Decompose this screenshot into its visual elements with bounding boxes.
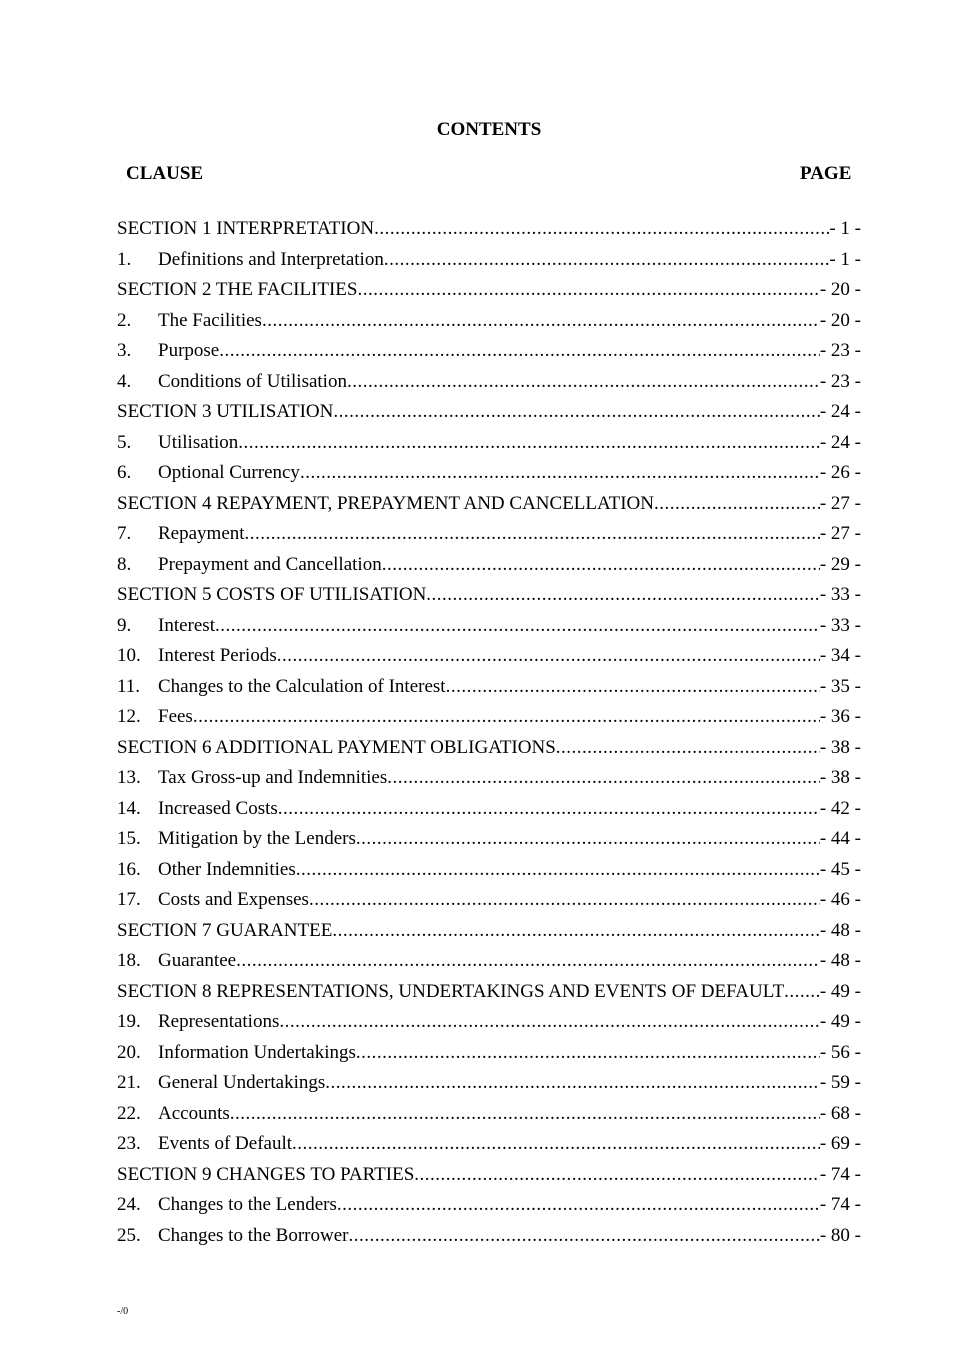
entry-page: - 49 - xyxy=(819,1011,861,1032)
dot-leader xyxy=(230,1099,820,1130)
page-column-header: PAGE xyxy=(800,163,852,184)
entry-label: Fees xyxy=(158,706,193,727)
entry-number: 21. xyxy=(117,1072,141,1093)
entry-page: - 38 - xyxy=(819,767,861,788)
entry-label: SECTION 7 GUARANTEE xyxy=(117,919,333,941)
dot-leader xyxy=(348,1221,819,1252)
toc-entry xyxy=(117,1007,861,1038)
entry-label: Repayment xyxy=(158,523,245,544)
toc-entry xyxy=(117,550,861,581)
entry-label: Accounts xyxy=(158,1102,230,1124)
entry-label: SECTION 3 UTILISATION xyxy=(117,401,334,422)
toc-entry xyxy=(117,794,861,825)
dot-leader xyxy=(309,885,820,916)
entry-number: 20. xyxy=(117,1041,141,1063)
toc-entry xyxy=(117,489,861,520)
dot-leader xyxy=(262,306,820,337)
entry-page: - 34 - xyxy=(819,645,861,666)
toc-entry xyxy=(117,855,861,886)
entry-label: Guarantee xyxy=(158,950,237,971)
entry-page: - 49 - xyxy=(819,980,861,1002)
dot-leader xyxy=(292,1129,820,1160)
entry-page: - 48 - xyxy=(819,919,861,941)
dot-leader xyxy=(277,641,820,672)
dot-leader xyxy=(193,702,820,733)
dot-leader xyxy=(332,916,820,947)
entry-page: - 46 - xyxy=(819,889,861,910)
toc-entry xyxy=(117,733,861,764)
entry-page: - 33 - xyxy=(819,584,861,605)
entry-page: - 27 - xyxy=(819,523,861,544)
entry-page: - 44 - xyxy=(819,828,861,849)
entry-label: Tax Gross-up and Indemnities xyxy=(158,767,388,788)
entry-label: SECTION 5 COSTS OF UTILISATION xyxy=(117,584,427,605)
entry-label: Conditions of Utilisation xyxy=(158,370,347,392)
entry-label: Optional Currency xyxy=(158,462,300,483)
entry-label: Costs and Expenses xyxy=(158,889,309,910)
clause-column-header: CLAUSE xyxy=(126,163,204,184)
entry-label: SECTION 2 THE FACILITIES xyxy=(117,279,358,300)
dot-leader xyxy=(384,245,830,276)
dot-leader xyxy=(296,855,820,886)
dot-leader xyxy=(426,580,820,611)
entry-number: 6. xyxy=(117,462,132,483)
dot-leader xyxy=(279,1007,819,1038)
toc-entry xyxy=(117,885,861,916)
entry-label: Increased Costs xyxy=(158,797,278,819)
dot-leader xyxy=(357,275,819,306)
entry-label: SECTION 1 INTERPRETATION xyxy=(117,218,375,239)
entry-label: The Facilities xyxy=(158,309,262,331)
entry-label: Events of Default xyxy=(158,1133,293,1154)
entry-page: - 35 - xyxy=(819,675,861,697)
entry-number: 12. xyxy=(117,706,141,727)
entry-label: Definitions and Interpretation xyxy=(158,248,384,270)
entry-page: - 26 - xyxy=(819,462,861,483)
entry-number: 25. xyxy=(117,1224,141,1246)
entry-label: Changes to the Calculation of Interest xyxy=(158,675,446,697)
dot-leader xyxy=(374,214,829,245)
entry-label: Other Indemnities xyxy=(158,858,296,880)
dot-leader xyxy=(784,977,820,1008)
entry-label: SECTION 6 ADDITIONAL PAYMENT OBLIGATIONS xyxy=(117,736,556,758)
dot-leader xyxy=(446,672,820,703)
entry-label: Prepayment and Cancellation xyxy=(158,553,382,575)
entry-page: - 24 - xyxy=(819,401,861,422)
toc-entry xyxy=(117,306,861,337)
toc-entry xyxy=(117,336,861,367)
entry-page: - 20 - xyxy=(819,309,861,331)
entry-number: 3. xyxy=(117,340,132,361)
dot-leader xyxy=(556,733,820,764)
entry-number: 4. xyxy=(117,370,132,392)
entry-number: 19. xyxy=(117,1011,141,1032)
dot-leader xyxy=(414,1160,820,1191)
toc-entry xyxy=(117,1099,861,1130)
dot-leader xyxy=(347,367,820,398)
toc-entry xyxy=(117,977,861,1008)
entry-page: - 68 - xyxy=(819,1102,861,1124)
entry-page: - 20 - xyxy=(819,279,861,300)
toc-entry xyxy=(117,245,861,276)
entry-number: 7. xyxy=(117,523,132,544)
entry-label: Purpose xyxy=(158,340,220,361)
entry-page: - 38 - xyxy=(819,736,861,758)
entry-number: 24. xyxy=(117,1194,141,1215)
toc-entry xyxy=(117,672,861,703)
page-title: CONTENTS xyxy=(436,119,542,140)
toc-entry xyxy=(117,702,861,733)
toc-entry xyxy=(117,611,861,642)
entry-number: 11. xyxy=(117,675,141,697)
entry-page: - 74 - xyxy=(819,1163,861,1185)
table-of-contents xyxy=(117,214,861,1251)
entry-label: SECTION 8 REPRESENTATIONS, UNDERTAKINGS AND EVENTS OF DEFAULT xyxy=(117,980,785,1002)
entry-number: 22. xyxy=(117,1102,141,1124)
toc-entry xyxy=(117,367,861,398)
entry-number: 1. xyxy=(117,248,132,270)
toc-entry xyxy=(117,916,861,947)
entry-label: Interest Periods xyxy=(158,645,277,666)
toc-entry xyxy=(117,580,861,611)
entry-number: 10. xyxy=(117,645,141,666)
entry-page: - 1 - xyxy=(829,218,861,239)
entry-page: - 29 - xyxy=(819,553,861,575)
entry-page: - 42 - xyxy=(819,797,861,819)
dot-leader xyxy=(236,946,820,977)
entry-label: Utilisation xyxy=(158,431,239,453)
toc-entry xyxy=(117,1160,861,1191)
entry-page: - 56 - xyxy=(819,1041,861,1063)
toc-entry xyxy=(117,428,861,459)
entry-page: - 23 - xyxy=(819,370,861,392)
entry-label: Interest xyxy=(158,614,215,636)
entry-page: - 36 - xyxy=(819,706,861,727)
entry-number: 9. xyxy=(117,614,132,636)
entry-label: Changes to the Borrower xyxy=(158,1224,349,1246)
entry-label: Changes to the Lenders xyxy=(158,1194,337,1215)
entry-number: 14. xyxy=(117,797,141,819)
dot-leader xyxy=(337,1190,820,1221)
entry-number: 18. xyxy=(117,950,141,971)
entry-number: 23. xyxy=(117,1133,141,1154)
dot-leader xyxy=(356,824,820,855)
dot-leader xyxy=(654,489,820,520)
entry-page: - 24 - xyxy=(819,431,861,453)
toc-entry xyxy=(117,1068,861,1099)
entry-page: - 59 - xyxy=(819,1072,861,1093)
dot-leader xyxy=(325,1068,820,1099)
entry-number: 16. xyxy=(117,858,141,880)
toc-entry xyxy=(117,1221,861,1252)
toc-entry xyxy=(117,275,861,306)
entry-number: 5. xyxy=(117,431,132,453)
dot-leader xyxy=(300,458,820,489)
toc-entry xyxy=(117,458,861,489)
entry-page: - 1 - xyxy=(829,248,861,270)
dot-leader xyxy=(245,519,820,550)
entry-label: Information Undertakings xyxy=(158,1041,356,1063)
entry-page: - 80 - xyxy=(819,1224,861,1246)
page-footer: -/0 xyxy=(117,1306,129,1317)
toc-entry xyxy=(117,397,861,428)
dot-leader xyxy=(215,611,820,642)
dot-leader xyxy=(387,763,820,794)
toc-entry xyxy=(117,763,861,794)
entry-page: - 27 - xyxy=(819,492,861,514)
entry-label: SECTION 9 CHANGES TO PARTIES xyxy=(117,1163,415,1185)
dot-leader xyxy=(382,550,820,581)
toc-entry xyxy=(117,946,861,977)
entry-number: 8. xyxy=(117,553,132,575)
entry-label: Mitigation by the Lenders xyxy=(158,828,356,849)
entry-page: - 45 - xyxy=(819,858,861,880)
entry-page: - 48 - xyxy=(819,950,861,971)
entry-label: Representations xyxy=(158,1011,280,1032)
toc-entry xyxy=(117,1038,861,1069)
dot-leader xyxy=(238,428,820,459)
entry-number: 13. xyxy=(117,767,141,788)
toc-entry xyxy=(117,1190,861,1221)
entry-page: - 74 - xyxy=(819,1194,861,1215)
entry-label: SECTION 4 REPAYMENT, PREPAYMENT AND CANCELLATION xyxy=(117,492,655,514)
entry-number: 2. xyxy=(117,309,132,331)
toc-entry xyxy=(117,519,861,550)
toc-entry xyxy=(117,1129,861,1160)
dot-leader xyxy=(219,336,820,367)
entry-number: 15. xyxy=(117,828,141,849)
dot-leader xyxy=(356,1038,820,1069)
dot-leader xyxy=(333,397,819,428)
entry-number: 17. xyxy=(117,889,141,910)
entry-page: - 23 - xyxy=(819,340,861,361)
dot-leader xyxy=(278,794,820,825)
toc-entry xyxy=(117,641,861,672)
toc-entry xyxy=(117,824,861,855)
entry-label: General Undertakings xyxy=(158,1072,326,1093)
toc-entry xyxy=(117,214,861,245)
entry-page: - 33 - xyxy=(819,614,861,636)
entry-page: - 69 - xyxy=(819,1133,861,1154)
